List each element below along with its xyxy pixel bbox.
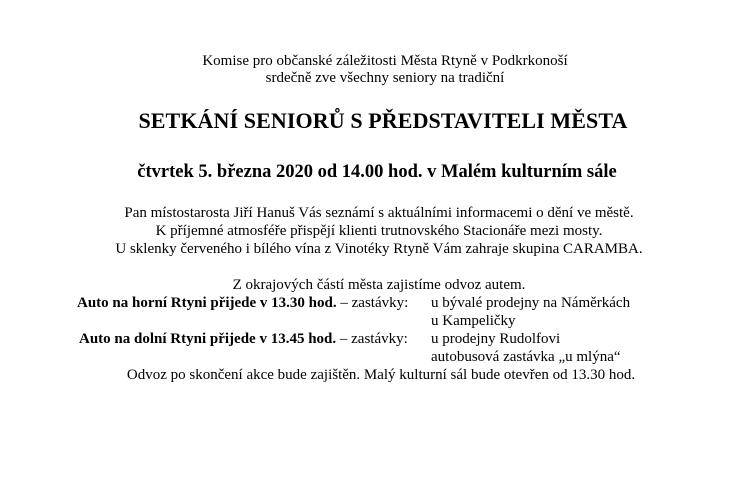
- closing-note: Odvoz po skončení akce bude zajištěn. Malý kulturní sál bude otevřen od 13.30 hod.: [126, 367, 636, 383]
- route-lower-rtyne: [79, 330, 408, 348]
- program-line-3: U sklenky červeného i bílého vína z Vinotéky Rtyně Vám zahraje skupina CARAMBA.: [115, 241, 643, 257]
- route-upper-label: Auto na horní Rtyni přijede v 13.30 hod.: [77, 295, 337, 311]
- event-date-place: čtvrtek 5. března 2020 od 14.00 hod. v Malém kulturním sále: [137, 162, 617, 182]
- transport-intro: Z okrajových částí města zajistíme odvoz autem.: [232, 277, 526, 293]
- route-upper-stop-1: u bývalé prodejny na Náměrkách: [431, 295, 631, 311]
- route-lower-stop-2: autobusová zastávka „u mlýna“: [431, 349, 621, 365]
- route-upper-stop-2: u Kampeličky: [431, 313, 516, 329]
- route-lower-stop-1: u prodejny Rudolfovi: [431, 331, 561, 347]
- program-line-2: K příjemné atmosféře přispějí klienti trutnovského Stacionáře mezi mosty.: [155, 223, 603, 239]
- route-lower-label: Auto na dolní Rtyni přijede v 13.45 hod.: [79, 331, 337, 347]
- intro-line-1: Komise pro občanské záležitosti Města Rtyně v Podkrkonoší: [202, 53, 568, 69]
- document-title: SETKÁNÍ SENIORŮ S PŘEDSTAVITELI MĚSTA: [138, 108, 628, 133]
- route-upper-stops-label: – zastávky:: [336, 295, 409, 311]
- route-lower-stops-label: – zastávky:: [336, 331, 408, 347]
- program-line-1: Pan místostarosta Jiří Hanuš Vás seznámí s aktuálními informacemi o dění ve městě.: [124, 205, 634, 221]
- route-upper-rtyne: [77, 294, 408, 312]
- intro-line-2: srdečně zve všechny seniory na tradiční: [265, 70, 505, 86]
